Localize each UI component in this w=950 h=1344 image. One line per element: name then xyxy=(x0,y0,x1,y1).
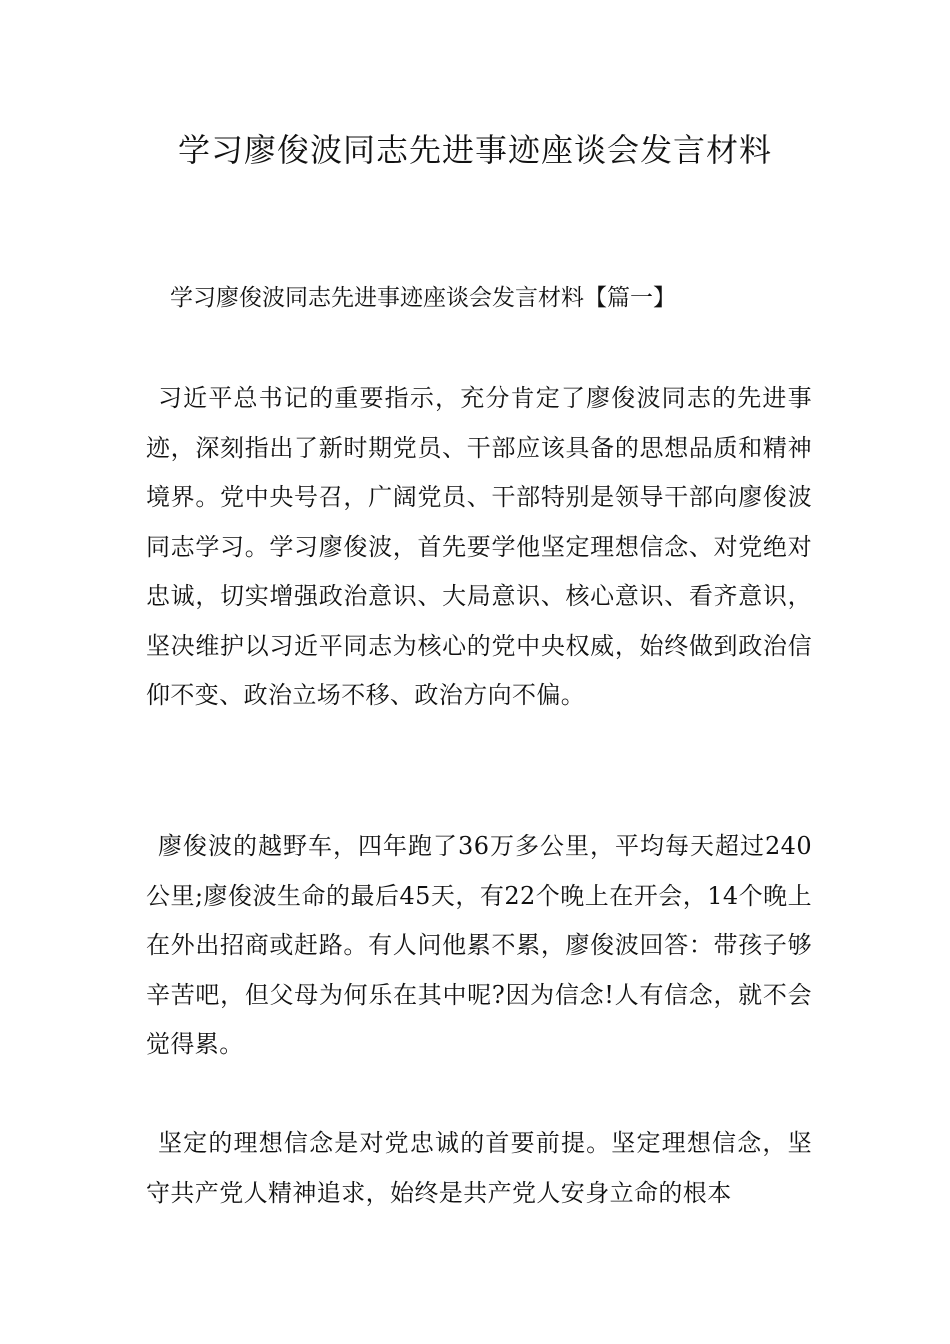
paragraph-3: 坚定的理想信念是对党忠诚的首要前提。坚定理想信念，坚守共产党人精神追求，始终是共产党人安身立命的根本 xyxy=(146,1129,812,1207)
document-title: 学习廖俊波同志先进事迹座谈会发言材料 xyxy=(177,131,772,169)
paragraph-2: 廖俊波的越野车，四年跑了36万多公里，平均每天超过240公里;廖俊波生命的最后45天，有22个晚上在开会，14个晚上在外出招商或赶路。有人问他累不累，廖俊波回答：带孩子够辛苦吧，但父母为何乐在其中呢?因为信念!人有信念，就不会觉得累。 xyxy=(146,832,812,1058)
section-heading: 学习廖俊波同志先进事迹座谈会发言材料【篇一】 xyxy=(170,285,676,311)
paragraph-1: 习近平总书记的重要指示，充分肯定了廖俊波同志的先进事迹，深刻指出了新时期党员、干部应该具备的思想品质和精神境界。党中央号召，广阔党员、干部特别是领导干部向廖俊波同志学习。学习廖俊波，首先要学他坚定理想信念、对党绝对忠诚，切实增强政治意识、大局意识、核心意识、看齐意识，坚决维护以习近平同志为核心的党中央权威，始终做到政治信仰不变、政治立场不移、政治方向不偏。 xyxy=(146,384,812,709)
